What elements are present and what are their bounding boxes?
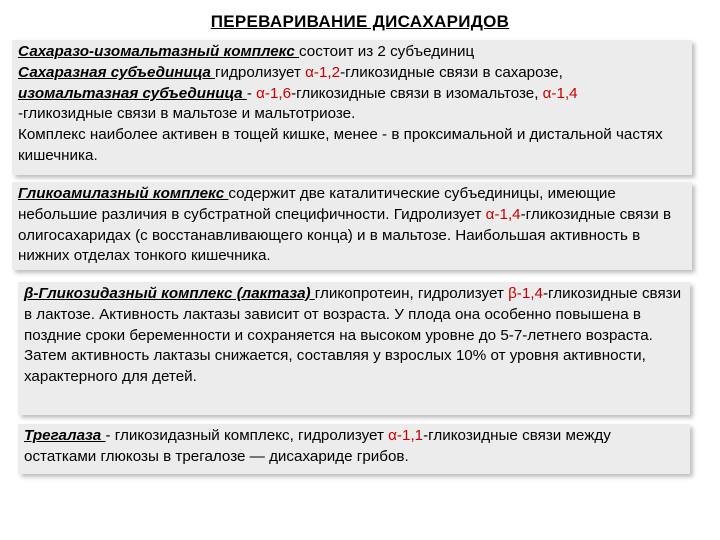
bond-alpha-1-2: α-1,2 — [305, 63, 341, 81]
text: -гликозидные связи в лактозе. Активность лактазы зависит от возраста. У плода она особенно повышена в поздние сроки беременности и сохраняется на высоком уровне до 5-7-летнего возраста. Затем активность лактазы снижается, составляя у взрослых 10% от уровня активности, характерного для детей. — [24, 285, 682, 386]
text: - гликозидазный комплекс, гидролизует — [105, 427, 389, 444]
text: - — [246, 84, 257, 102]
text: содержит две каталитические субъединицы, имеющие небольшие различия в субстратной специфичности. Гидролизует — [18, 185, 616, 223]
bond-alpha-1-4: α-1,4 — [542, 84, 578, 102]
text: гликопротеин, гидролизует — [314, 285, 509, 302]
lactase-block — [18, 282, 690, 415]
text: гидролизует — [215, 63, 306, 81]
text: состоит из 2 субъединиц — [299, 43, 475, 60]
bond-alpha-1-6: α-1,6 — [256, 84, 292, 102]
text: -гликозидные связи в сахарозе, — [340, 63, 563, 81]
lactase-term: β-Гликозидазный комплекс (лактаза) — [24, 285, 315, 302]
text: -гликозидные связи в изомальтозе, — [291, 84, 543, 102]
text: -гликозидные связи в олигосахаридах (с восстанавливающего конца) и в мальтозе. Наибольшая активность в нижних отделах тонкого кишечника. — [18, 205, 672, 265]
trehalase-block — [18, 424, 690, 474]
glucoamylase-paragraph — [18, 184, 686, 267]
text: -гликозидные связи в мальтозе и мальтотриозе. — [18, 105, 356, 123]
isomaltase-subunit-term: изомальтазная субъединица — [18, 84, 247, 102]
glucoamylase-term: Гликоамилазный комплекс — [18, 185, 229, 202]
glucoamylase-block — [12, 182, 692, 270]
trehalase-paragraph — [24, 426, 684, 468]
sucrase-term: Сахаразо-изомальтазный комплекс — [18, 43, 300, 60]
sucrase-isomaltase-block — [12, 40, 692, 175]
text: -гликозидные связи между остатками глюкозы в трегалозе — дисахариде грибов. — [24, 427, 611, 465]
page-title: ПЕРЕВАРИВАНИЕ ДИСАХАРИДОВ — [210, 12, 510, 31]
bond-alpha-1-1: α-1,1 — [388, 427, 424, 444]
bond-alpha-1-4: α-1,4 — [485, 205, 521, 223]
sucrase-paragraph — [18, 42, 686, 167]
trehalase-term: Трегалаза — [24, 427, 106, 444]
bond-beta-1-4: β-1,4 — [508, 285, 543, 302]
lactase-paragraph — [24, 284, 684, 388]
text: Комплекс наиболее активен в тощей кишке, менее - в проксимальной и дистальной частях кишечника. — [18, 126, 663, 164]
sucrase-subunit-term: Сахаразная субъединица — [18, 63, 216, 81]
